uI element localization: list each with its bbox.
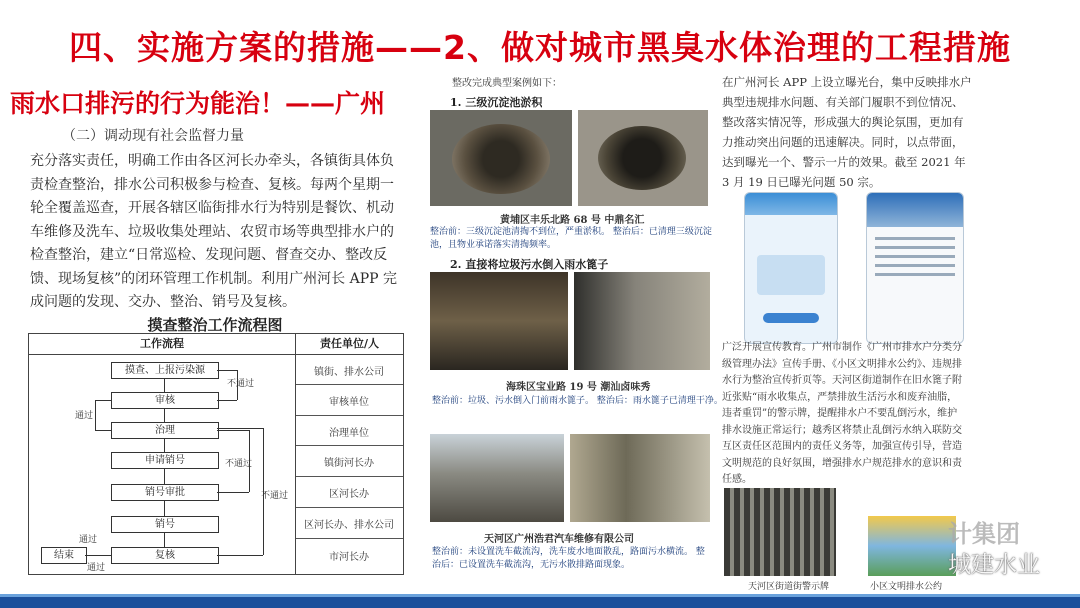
footer-bar <box>0 597 1080 608</box>
resp-row: 镇街河长办 <box>324 458 374 469</box>
case3-photo-after <box>570 434 710 522</box>
flow-step-approve: 销号审批 <box>111 484 219 501</box>
watermark-text: 计集团 <box>948 520 1020 548</box>
flow-step-report: 摸查、上报污染源 <box>111 362 219 379</box>
case3-place: 天河区广州浩君汽车维修有限公司 <box>484 534 634 545</box>
case-intro: 整改完成典型案例如下： <box>452 78 562 89</box>
flow-step-treat: 治理 <box>111 422 219 439</box>
page-subtitle: 雨水口排污的行为能治！——广州 <box>10 89 386 118</box>
warning-sign-caption: 天河区街道街警示牌 <box>748 582 830 592</box>
convention-poster-photo <box>868 516 956 576</box>
case3-photo-before <box>430 434 564 522</box>
flow-chart-title: 摸查整治工作流程图 <box>147 316 283 334</box>
watermark-brand: 城建水业 <box>948 552 1040 578</box>
resp-row: 区河长办 <box>329 489 369 500</box>
case2-title: 2. 直接将垃圾污水倒入雨水篦子 <box>450 258 609 271</box>
label-not-pass-2: 不通过 <box>225 459 253 469</box>
case1-place: 黄埔区丰乐北路 68 号 中鼎名汇 <box>500 215 645 226</box>
label-not-pass-3: 不通过 <box>261 491 289 501</box>
page-title: 四、实施方案的措施——2、做对城市黑臭水体治理的工程措施 <box>69 28 1011 67</box>
warning-sign-photo <box>724 488 836 576</box>
case2-place: 海珠区宝业路 19 号 潮汕卤味秀 <box>506 382 651 393</box>
label-pass-3: 通过 <box>87 563 106 573</box>
convention-poster-caption: 小区文明排水公约 <box>870 582 943 592</box>
case2-photo-after <box>574 272 710 370</box>
label-pass-2: 通过 <box>79 535 98 545</box>
case1-title: 1. 三级沉淀池淤积 <box>450 96 543 109</box>
right-para-publicity: 广泛开展宣传教育。广州市制作《广州市排水户分类分级管理办法》宣传手册、《小区文明排水公约》、违规排水行为整治宣传折页等。天河区街道制作在旧水篦子附近张贴“雨水收集点，严禁排放生活污水和废弃油脂，违者重罚”的警示牌，提醒排水户不要乱倒污水，维护排水设施正常运行；越秀区将禁止乱倒污水纳入联防交互区责任区范围内的责任义务等，加强宣传引导，营造文明规范的良好氛围，增强排水户规范排水的意识和责任感。 <box>722 342 962 485</box>
resp-row: 区河长办、排水公司 <box>304 520 394 531</box>
flow-step-end: 结束 <box>41 547 87 564</box>
flow-header: 工作流程 <box>29 334 296 355</box>
resp-row: 市河长办 <box>329 552 369 563</box>
label-not-pass-1: 不通过 <box>227 379 255 389</box>
case1-photo-before <box>430 110 572 206</box>
case2-note: 整治前：垃圾、污水倒入门前雨水篦子。 整治后：雨水篦子已清理干净。 <box>432 396 723 406</box>
case3-note: 整治前：未设置洗车截流沟，洗车废水地面散乱，路面污水横流。 整治后：已设置洗车截流沟，无污水散排路面现象。 <box>432 547 705 570</box>
case1-photo-after <box>578 110 708 206</box>
flow-chart <box>28 333 404 575</box>
left-body-text: 充分落实责任，明确工作由各区河长办牵头，各镇街具体负责检查整治，排水公司积极参与检查、复核。每两个星期一轮全覆盖巡查，开展各辖区临街排水行为特别是餐饮、机动车维修及洗车、垃圾收集处理站、农贸市场等典型排水户的检查整治，建立“日常巡检、发现问题、督查交办、整改反馈、现场复核”的闭环管理工作机制。利用广州河长 APP 完成问题的发现、交办、整治、销号及复核。 <box>30 153 398 310</box>
left-section-heading: （二）调动现有社会监督力量 <box>62 128 244 144</box>
resp-row: 审核单位 <box>329 397 369 408</box>
right-para-exposure: 在广州河长 APP 上设立曝光台，集中反映排水户典型违规排水问题、有关部门履职不到位情况、整改落实情况等，形成强大的舆论氛围，更加有力推动突出问题的迅速解决。同时，以点带面，达到曝光一个、警示一片的效果。截至 2021 年 3 月 19 日已曝光问题 50 宗。 <box>722 75 972 189</box>
resp-row: 镇街、排水公司 <box>314 367 384 378</box>
app-screenshot-left <box>744 192 838 344</box>
app-screenshot-right <box>866 192 964 344</box>
flow-step-close: 销号 <box>111 516 219 533</box>
flow-step-recheck: 复核 <box>111 547 219 564</box>
resp-row: 治理单位 <box>329 428 369 439</box>
case1-note: 整治前：三级沉淀池清掏不到位，严重淤积。 整治后：已清理三级沉淀池，且物业承诺落实清掏频率。 <box>430 227 712 250</box>
resp-header: 责任单位/人 <box>296 334 403 355</box>
flow-step-apply: 申请销号 <box>111 452 219 469</box>
flow-step-review: 审核 <box>111 392 219 409</box>
label-pass-1: 通过 <box>75 411 94 421</box>
case2-photo-before <box>430 272 568 370</box>
